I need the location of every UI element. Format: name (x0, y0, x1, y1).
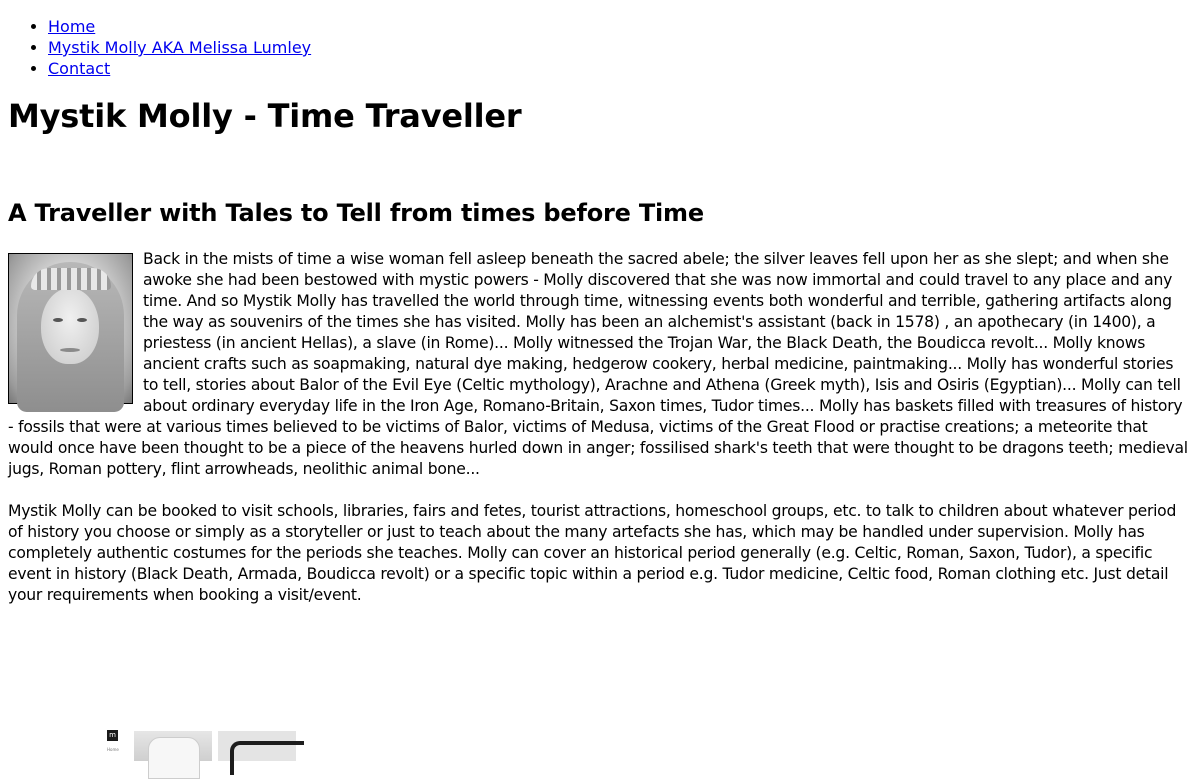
mini-logo-icon[interactable]: m (107, 730, 118, 741)
nav-item-home (48, 16, 1192, 37)
main-nav (8, 16, 1192, 79)
portrait-photo (8, 253, 133, 404)
page-subtitle: A Traveller with Tales to Tell from times before Time (8, 199, 704, 227)
portrait-eye-right (77, 318, 87, 322)
article-body (8, 249, 1192, 606)
portrait-mouth (60, 348, 80, 352)
rail-thumbnail[interactable] (218, 731, 296, 761)
page-content (0, 16, 1200, 606)
booking-paragraph: Mystik Molly can be booked to visit schools, libraries, fairs and fetes, tourist attractions, homeschool groups, etc. to talk to children about whatever period of history you choose or simply as a storyteller or just to teach about the many artefacts she has, which may be handled under supervision. Molly has completely authentic costumes for the periods she teaches. Molly can cover an historical period generally (e.g. Celtic, Roman, Saxon, Tudor), a specific event in history (Black Death, Armada, Boudicca revolt) or a specific topic within a period e.g. Tudor medicine, Celtic food, Roman clothing etc. Just detail your requirements when booking a visit/event. (8, 502, 1177, 604)
shirt-thumbnail[interactable] (134, 731, 212, 761)
nav-item-contact (48, 58, 1192, 79)
portrait-leaf-crown (31, 268, 111, 290)
mini-nav-caption: Home (107, 747, 119, 752)
portrait-eye-left (53, 318, 63, 322)
nav-link-about[interactable]: Mystik Molly AKA Melissa Lumley (48, 38, 312, 57)
shirt-icon (148, 737, 200, 779)
nav-link-contact[interactable]: Contact (48, 59, 111, 78)
nav-item-about (48, 37, 1192, 58)
page-title: Mystik Molly - Time Traveller (8, 97, 522, 135)
intro-paragraph: Back in the mists of time a wise woman fell asleep beneath the sacred abele; the silver leaves fell upon her as she slept; and when she awoke she had been bestowed with mystic powers - Molly discovered that she was now immortal and could travel to any place and any time. And so Mystik Molly has travelled the world through time, witnessing events both wonderful and terrible, gathering artifacts along the way as souvenirs of the times she has visited. Molly has been an alchemist's assistant (back in 1578) , an apothecary (in 1400), a priestess (in ancient Hellas), a slave (in Rome)... Molly witnessed the Trojan War, the Black Death, the Boudicca revolt... Molly knows ancient crafts such as soapmaking, natural dye making, hedgerow cookery, herbal medicine, paintmaking... Molly has wonderful stories to tell, stories about Balor of the Evil Eye (Celtic mythology), Arachne and Athena (Greek myth), Isis and Osiris (Egyptian)... Molly can tell about ordinary everyday life in the Iron Age, Romano-Britain, Saxon times, Tudor times... Molly has baskets filled with treasures of history - fossils that were at various times believed to be victims of Balor, victims of Medusa, victims of the Great Flood or practise creations; a meteorite that would once have been thought to be a piece of the heavens hurled down in anger; fossilised shark's teeth that were thought to be dragons teeth; medieval jugs, Roman pottery, flint arrowheads, neolithic animal bone... (8, 250, 1188, 478)
portrait-face (41, 288, 99, 364)
nav-link-home[interactable]: Home (48, 17, 96, 36)
clothes-rail-icon (230, 741, 304, 775)
